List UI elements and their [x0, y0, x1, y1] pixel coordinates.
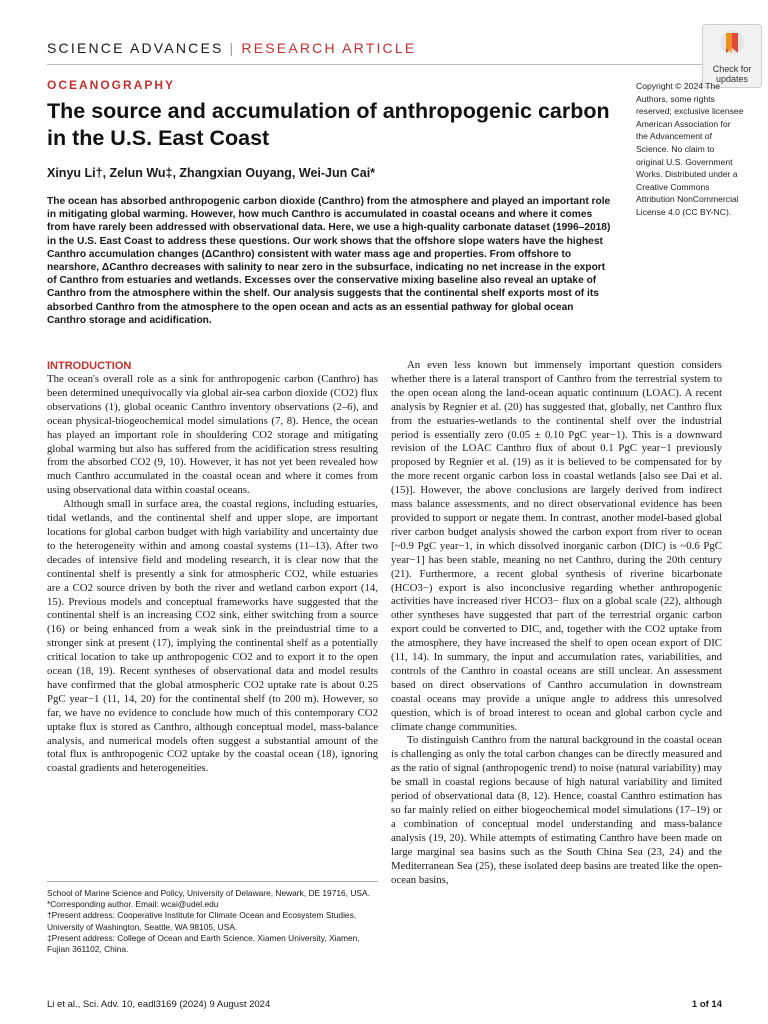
- body-paragraph: To distinguish Canthro from the natural background in the coastal ocean is challenging as only the total carbon changes can be directly measured and as the ratio of signal (anthropogenic trend) to noise (natural variability) may be small in coastal regions because of high natural variability and limited period of observational data (8, 12). Hence, coastal Canthro estimation has so far mainly relied on either biogeochemical model simulations (17–19) or a combination of conceptual model understanding and mass-balance analysis (19, 20). While attempts of estimating Canthro have been made on large marginal sea basins such as the South China Sea (23, 24) and the Mediterranean Sea (25), these isolated deep basins are treated like the open-ocean basins,: [391, 734, 722, 886]
- header-separator: |: [229, 40, 236, 56]
- body-paragraph: An even less known but immensely important question considers whether there is a lateral transport of Canthro from the terrestrial system to the open ocean along the land-ocean aquatic continuum (LOAC). A recent analysis by Regnier et al. (20) has suggested that, globally, net Canthro flux from the estuaries-wetlands to the continental shelf over the industrial period is essentially zero (0.05 ± 0.10 PgC year−1). This is a downward revision of the LOAC Canthro flux of about 0.1 PgC year−1 previously proposed by Regnier et al. (19) as it is believed to be compensated for by the more recent organic carbon loss in coastal wetlands [also see Dai et al. (15)]. However, the above conclusions are largely derived from indirect mass balance assessments, and no direct observational evidence has been provided to support or negate them. In contrast, another model-based global river carbon budget analysis showed the carbon export from river to ocean [~0.9 PgC year−1, in which dissolved inorganic carbon (DIC) is ~0.6 PgC year−1] has been stable, meaning no net Canthro, during the 20th century (21). Furthermore, a recent global synthesis of riverine bicarbonate (HCO3−) export is also inconclusive regarding whether anthropogenic activities have increased river HCO3− flux on a global scale (22), although other syntheses have suggested that part of the terrestrial organic carbon export could be converted to DIC, and, together with the CO2 uptake from the atmosphere, they have increased the shelf to open ocean export of DIC (11, 14). In summary, the input and accumulation rates, variabilities, and controls of the Canthro in coastal oceans are still unclear. An assessment based on direct observations of Canthro accumulation in downstream coastal oceans may provide a unique angle to address this unresolved question, which is of broad interest to ocean and global carbon cycle and climate change communities.: [391, 359, 722, 733]
- present-address: ‡Present address: College of Ocean and Earth Science, Xiamen University, Xiamen, Fujian 361102, China.: [47, 932, 360, 955]
- journal-header: [47, 40, 416, 56]
- abstract: The ocean has absorbed anthropogenic carbon dioxide (Canthro) from the atmosphere and played an important role in mitigating global warming. However, how much Canthro is accumulated in coastal oceans and where it comes from have rarely been addressed with observational data. Here, we use a high-quality carbonate dataset (1996–2018) in the U.S. East Coast to address these questions. Our work shows that the offshore slope waters have the highest Canthro accumulation changes (ΔCanthro) consistent with water mass age and properties. From offshore to nearshore, ΔCanthro decreases with salinity to near zero in the subsurface, indicating no net increase in the export of Canthro from estuaries and wetlands. Excesses over the conservative mixing baseline also reveal an uptake of Canthro from the atmosphere within the shelf. Our analysis suggests that the continental shelf exports most of its absorbed Canthro from the atmosphere to the open ocean and acts as an essential pathway for global ocean Canthro storage and acidification.: [47, 196, 611, 326]
- check-label-1: Check for: [712, 64, 752, 74]
- check-for-updates-badge[interactable]: [702, 24, 762, 88]
- header-rule: [47, 64, 722, 65]
- left-column: [47, 359, 378, 776]
- page-number: 1 of 14: [691, 999, 722, 1010]
- footer-citation: Li et al., Sci. Adv. 10, eadl3169 (2024) 9 August 2024: [47, 999, 271, 1010]
- body-paragraph: The ocean's overall role as a sink for anthropogenic carbon (Canthro) has been determined unequivocally via global air-sea carbon dioxide (CO2) flux observations (1), global oceanic Canthro inventory observations (2–6), and ocean physical-biogeochemical model simulations (7, 8). Hence, the ocean has played an important role in shouldering CO2 storage and mitigating global warming but also has suffered from the acidification stress resulting from the absorbed CO2 (9, 10). However, it has not yet been revealed how much Canthro accumulated in the coastal ocean and where it comes from using observational data within coastal oceans.: [47, 373, 378, 497]
- introduction-heading: INTRODUCTION: [47, 360, 132, 372]
- section-label: OCEANOGRAPHY: [47, 78, 176, 92]
- article-type: RESEARCH ARTICLE: [241, 40, 417, 56]
- corresponding-author: *Corresponding author. Email: wcai@udel.edu: [47, 899, 219, 910]
- footnotes: [47, 881, 378, 955]
- affiliation: School of Marine Science and Policy, University of Delaware, Newark, DE 19716, USA.: [47, 888, 370, 898]
- right-column: [391, 359, 722, 887]
- present-address: †Present address: Cooperative Institute for Climate Ocean and Ecosystem Studies, University of Washington, Seattle, WA 98105, USA.: [47, 910, 357, 932]
- copyright-notice: Copyright © 2024 The Authors, some rights reserved; exclusive licensee American Association for the Advancement of Science. No claim to original U.S. Government Works. Distributed under a Creative Commons Attribution NonCommercial License 4.0 (CC BY-NC).: [636, 81, 744, 217]
- body-paragraph: Although small in surface area, the coastal regions, including estuaries, tidal wetlands, and the continental shelf and upper slope, are important locations for global carbon budget with high variability and uncertainty due to the heterogeneity within and among coastal systems (11–13). After two decades of intensive field and modeling research, it is clear now that the continental shelf is presently a sink for atmospheric CO2, while estuaries are a CO2 source driven by both the river and wetland carbon export (14, 15). Previous models and conceptual frameworks have suggested that the continental shelf is an increasing CO2 sink, either switching from a source (16) or being enhanced from a weak sink in the preindustrial time to a stronger sink at present (17), implying the continental shelf as a potentially critical location to take up anthropogenic CO2 and to export it to the open ocean (18, 19). Recent syntheses of observational data and model results have confirmed that the global atmospheric CO2 uptake rate is about 0.25 PgC year−1 (11, 14, 20) for the continental shelf (to 200 m). However, so far, we have no evidence to conclude how much of this contemporary CO2 uptake flux is stored as Canthro, although conceptual model, mass-balance analysis, and numerical models often suggest a substantial amount of the total flux is anthropogenic CO2 uptake by the coastal ocean (18), ignoring coastal gradients and heterogeneities.: [47, 498, 378, 775]
- author-list: Xinyu Li†, Zelun Wu‡, Zhangxian Ouyang, Wei-Jun Cai*: [47, 166, 376, 180]
- journal-name: SCIENCE ADVANCES: [47, 40, 224, 56]
- bookmark-icon: [719, 29, 745, 59]
- check-label-2: updates: [715, 74, 749, 84]
- article-title: The source and accumulation of anthropogenic carbon in the U.S. East Coast: [47, 99, 610, 150]
